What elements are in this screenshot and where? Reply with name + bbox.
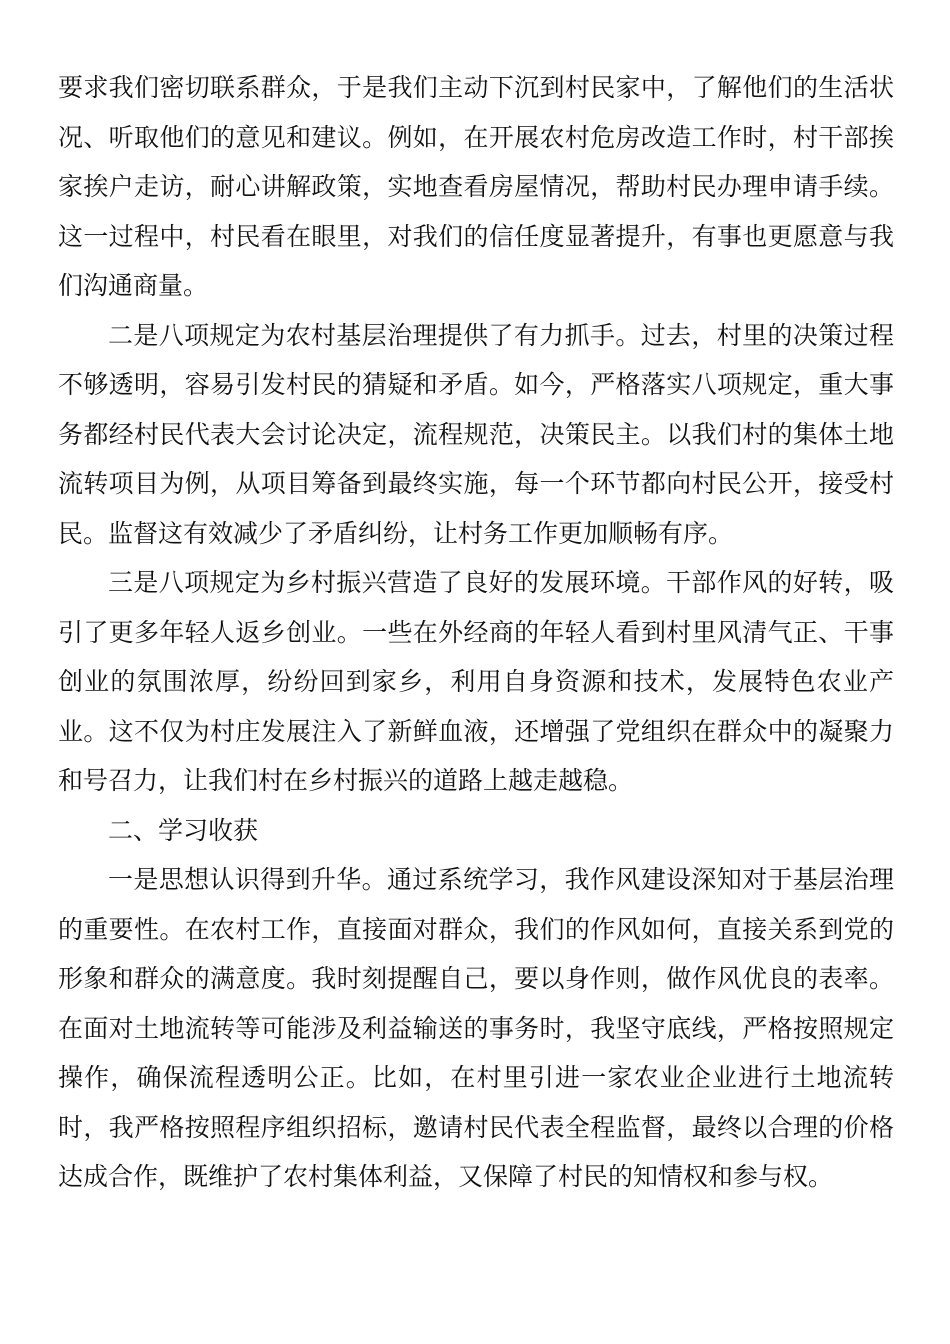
section-heading-learning-gains: 二、学习收获 [108,815,259,845]
document-body [58,63,894,1202]
paragraph-revitalization: 三是八项规定为乡村振兴营造了良好的发展环境。干部作风的好转，吸引了更多年轻人返乡创业。一些在外经商的年轻人看到村里风清气正、干事创业的氛围浓厚，纷纷回到家乡，利用自身资源和技术，发展特色农业产业。这不仅为村庄发展注入了新鲜血液，还增强了党组织在群众中的凝聚力和号召力，让我们村在乡村振兴的道路上越走越稳。 [58,568,894,795]
paragraph-thought-sublimation: 一是思想认识得到升华。通过系统学习，我作风建设深知对于基层治理的重要性。在农村工作，直接面对群众，我们的作风如何，直接关系到党的形象和群众的满意度。我时刻提醒自己，要以身作则，做作风优良的表率。在面对土地流转等可能涉及利益输送的事务时，我坚守底线，严格按照规定操作，确保流程透明公正。比如，在村里引进一家农业企业进行土地流转时，我严格按照程序组织招标，邀请村民代表全程监督，最终以合理的价格达成合作，既维护了农村集体利益，又保障了村民的知情权和参与权。 [58,865,894,1191]
paragraph-continuation: 要求我们密切联系群众，于是我们主动下沉到村民家中，了解他们的生活状况、听取他们的意见和建议。例如，在开展农村危房改造工作时，村干部挨家挨户走访，耐心讲解政策，实地查看房屋情况，帮助村民办理申请手续。这一过程中，村民看在眼里，对我们的信任度显著提升，有事也更愿意与我们沟通商量。 [58,73,894,300]
paragraph-governance: 二是八项规定为农村基层治理提供了有力抓手。过去，村里的决策过程不够透明，容易引发村民的猜疑和矛盾。如今，严格落实八项规定，重大事务都经村民代表大会讨论决定，流程规范，决策民主。以我们村的集体土地流转项目为例，从项目筹备到最终实施，每一个环节都向村民公开，接受村民。监督这有效减少了矛盾纠纷，让村务工作更加顺畅有序。 [58,320,894,548]
